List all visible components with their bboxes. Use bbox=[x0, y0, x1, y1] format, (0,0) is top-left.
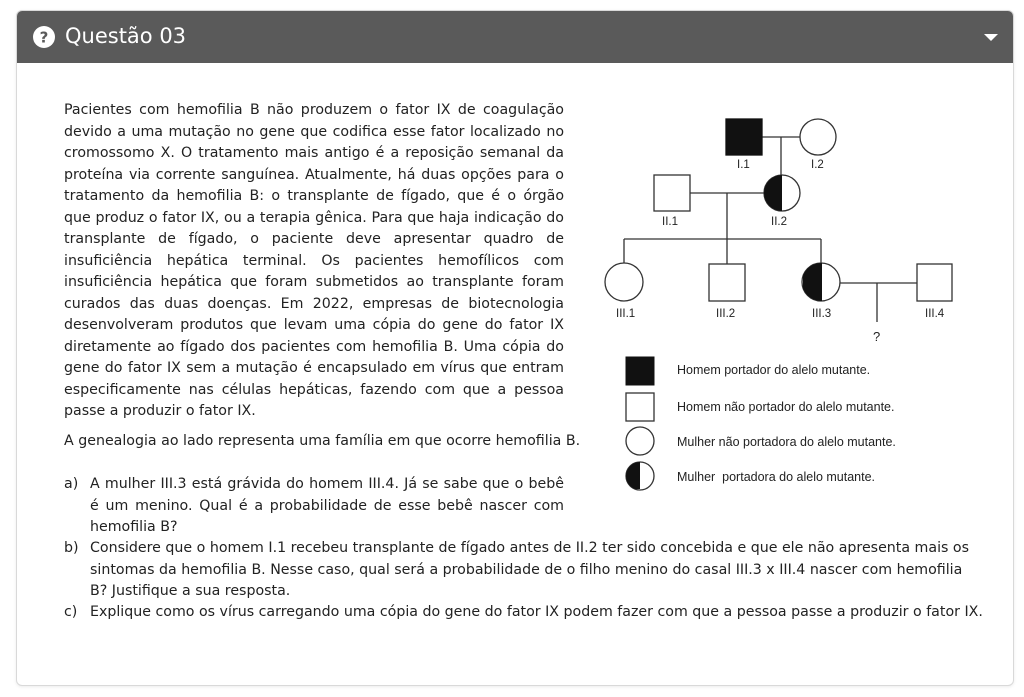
label-II1: II.1 bbox=[662, 216, 678, 228]
caret-down-icon[interactable] bbox=[979, 29, 1003, 45]
question-label: a) bbox=[64, 476, 79, 492]
individual-III2 bbox=[709, 264, 745, 301]
label-II2: II.2 bbox=[771, 216, 787, 228]
legend-carrier-female-symbol bbox=[626, 462, 654, 490]
question-label: b) bbox=[64, 540, 79, 556]
pedigree-legend bbox=[626, 357, 896, 490]
question-text: Considere que o homem I.1 recebeu transplante de fígado antes de II.2 ter sido concebida e que ele não apresenta mais os sintomas da hemofilia B. Nesse caso, qual será a probabilidade de o filho menino do casal III.3 x III.4 nascer com hemofilia B? Justifique a sua resposta. bbox=[90, 540, 969, 599]
legend-label: Mulher não portadora do alelo mutante. bbox=[677, 435, 896, 449]
question-text: Explique como os vírus carregando uma cópia do gene do fator IX podem fazer com que a pessoa passe a produzir o fator IX. bbox=[90, 604, 983, 620]
legend-affected-male-symbol bbox=[626, 357, 654, 385]
help-circle-icon bbox=[33, 26, 55, 48]
legend-label: Homem portador do alelo mutante. bbox=[677, 363, 871, 377]
individual-II1 bbox=[654, 175, 690, 211]
label-III4: III.4 bbox=[925, 308, 945, 320]
label-I1: I.1 bbox=[737, 159, 750, 171]
unknown-child-mark: ? bbox=[873, 329, 881, 344]
individual-I1 bbox=[726, 119, 762, 155]
individual-II2 bbox=[764, 175, 800, 211]
individual-III3 bbox=[802, 263, 840, 301]
label-III2: III.2 bbox=[716, 308, 736, 320]
individual-I2 bbox=[800, 119, 836, 155]
individual-III4 bbox=[917, 264, 952, 301]
svg-text:?: ? bbox=[39, 28, 49, 47]
question-text: A mulher III.3 está grávida do homem III.4. Já se sabe que o bebê é um menino. Qual é a probabilidade de esse bebê nascer com hemofilia B? bbox=[90, 476, 564, 535]
label-III1: III.1 bbox=[616, 308, 636, 320]
pedigree-lines bbox=[624, 137, 917, 322]
individual-III1 bbox=[605, 263, 643, 301]
statement-paragraph: Pacientes com hemofilia B não produzem o fator IX de coagulação devido a uma mutação no gene que codifica esse fator localizado no cromossomo X. O tratamento mais antigo é a reposição semanal da proteína via corrente sanguínea. Atualmente, há duas opções para o tratamento da hemofilia B: o transplante de fígado, que é o órgão que produz o fator IX, ou a terapia gênica. Para que haja indicação do transplante de fígado, o paciente deve apresentar quadro de insuficiência hepática terminal. Os pacientes hemofílicos com insuficiência hepática que foram submetidos ao transplante foram curados das duas doenças. Em 2022, empresas de biotecnologia desenvolveram produtos que levam uma cópia do gene do fator IX diretamente ao fígado dos pacientes com hemofilia B. Uma cópia do gene do fator IX sem a mutação é encapsulado em vírus que entram especificamente nas células hepáticas, fazendo com que a pessoa passe a produzir o fator IX. bbox=[64, 102, 564, 419]
genealogy-intro: A genealogia ao lado representa uma família em que ocorre hemofilia B. bbox=[64, 433, 581, 449]
label-III3: III.3 bbox=[812, 308, 832, 320]
question-header[interactable] bbox=[17, 11, 1013, 63]
legend-label: Homem não portador do alelo mutante. bbox=[677, 400, 895, 414]
question-title: Questão 03 bbox=[65, 24, 187, 48]
pedigree-diagram bbox=[600, 100, 960, 500]
question-label: c) bbox=[64, 604, 78, 620]
legend-unaffected-female-symbol bbox=[626, 427, 654, 455]
legend-unaffected-male-symbol bbox=[626, 393, 654, 421]
label-I2: I.2 bbox=[811, 159, 824, 171]
legend-label: Mulher portadora do alelo mutante. bbox=[677, 470, 876, 484]
